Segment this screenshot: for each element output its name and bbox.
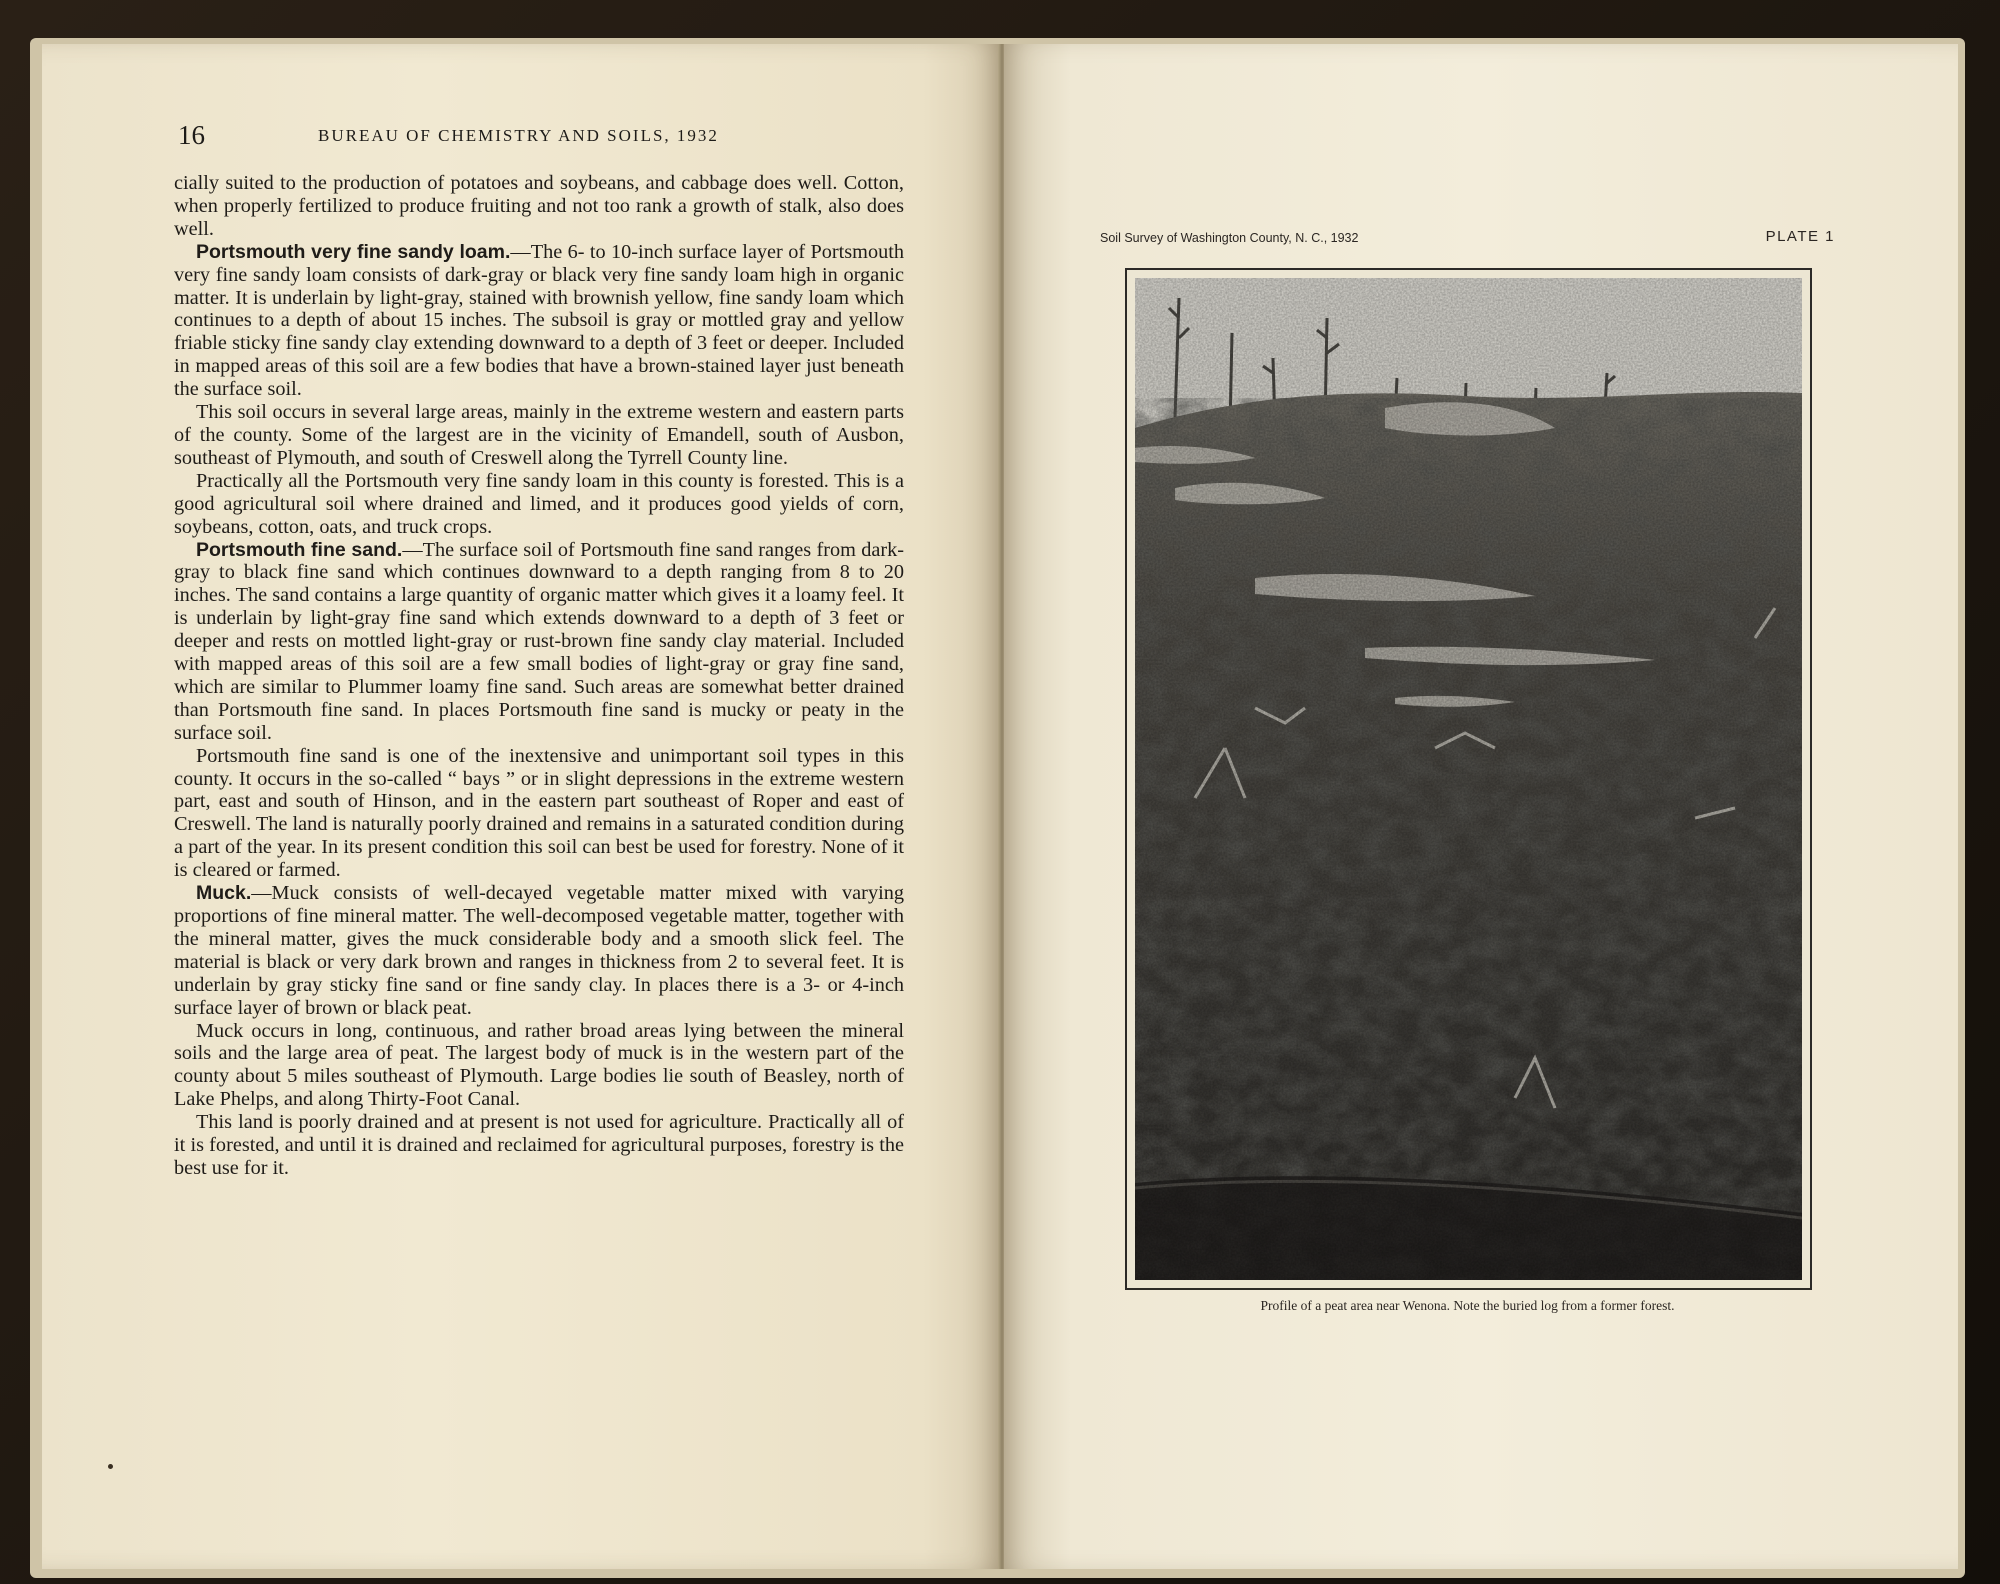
- plate-photo-frame: [1125, 268, 1812, 1290]
- photo-grain: [1135, 278, 1802, 1280]
- plate-header: [1100, 228, 1835, 250]
- paragraph: [174, 241, 904, 401]
- body-text: [174, 172, 904, 1180]
- paragraph-lead: Portsmouth very fine sandy loam.: [196, 240, 511, 263]
- plate-source: Soil Survey of Washington County, N. C., 1932: [1100, 231, 1359, 245]
- paragraph: [174, 401, 904, 470]
- running-head-title: BUREAU OF CHEMISTRY AND SOILS, 1932: [318, 126, 719, 145]
- paragraph: [174, 539, 904, 745]
- paragraph: [174, 1020, 904, 1112]
- paragraph-text: —The surface soil of Portsmouth fine sand ranges from dark-gray to black fine sand which continues downward to a depth ranging from 8 to 20 inches. The sand contains a large quantity of organic matter which gives it a loamy feel. It is underlain by light-gray fine sand which extends downward to a depth of 3 feet or deeper and rests on mottled light-gray or rust-brown fine sandy clay material. Included with mapped areas of this soil are a few small bodies of light-gray or gray fine sand, which are similar to Plummer loamy fine sand. Such areas are somewhat better drained than Portsmouth fine sand. In places Portsmouth fine sand is mucky or peaty in the surface soil.: [174, 538, 904, 744]
- paragraph-text: This land is poorly drained and at present is not used for agriculture. Practically all of it is forested, and until it is drained and reclaimed for agricultural purposes, forestry is the best use for it.: [174, 1111, 904, 1179]
- plate-caption: Profile of a peat area near Wenona. Note the buried log from a former forest.: [1260, 1298, 1675, 1313]
- paragraph: [174, 470, 904, 539]
- paragraph-text: Muck occurs in long, continuous, and rather broad areas lying between the mineral soils and the large area of peat. The largest body of muck is in the western part of the county about 5 miles southeast of Plymouth. Large bodies lie south of Beasley, north of Lake Phelps, and along Thirty-Foot Canal.: [174, 1019, 904, 1111]
- paragraph-text: —Muck consists of well-decayed vegetable matter mixed with varying proportions of fine mineral matter. The well-decomposed vegetable matter, together with the mineral matter, gives the muck considerable body and a smooth slick feel. The material is black or very dark brown and ranges in thickness from 2 to several feet. It is underlain by gray sticky fine sand or fine sandy clay. In places there is a 3- or 4-inch surface layer of brown or black peat.: [174, 882, 904, 1019]
- paragraph: [174, 745, 904, 882]
- plate-label: PLATE 1: [1765, 228, 1835, 245]
- paragraph-lead: Muck.: [196, 882, 252, 905]
- paragraph-lead: Portsmouth fine sand.: [196, 538, 403, 561]
- paragraph: [174, 1111, 904, 1180]
- paragraph: [174, 882, 904, 1019]
- running-head: [178, 120, 908, 150]
- paragraph-text: —The 6- to 10-inch surface layer of Portsmouth very fine sandy loam consists of dark-gray or black very fine sandy loam high in organic matter. It is underlain by light-gray, stained with brownish yellow, fine sandy loam which continues to a depth of about 15 inches. The subsoil is gray or mottled gray and yellow friable sticky fine sandy clay extending downward to a depth of 3 feet or deeper. Included in mapped areas of this soil are a few bodies that have a brown-stained layer just beneath the surface soil.: [174, 240, 904, 401]
- paragraph-text: Portsmouth fine sand is one of the inextensive and unimportant soil types in this county. It occurs in the so-called “ bays ” or in slight depressions in the extreme western part, east and south of Hinson, and in the eastern part southeast of Roper and east of Creswell. The land is naturally poorly drained and remains in a saturated condition during a part of the year. In its present condition this soil can best be used for forestry. None of it is cleared or farmed.: [174, 744, 904, 882]
- page-number: 16: [178, 120, 205, 150]
- peat-field-photo: [1135, 278, 1802, 1280]
- paragraph: [174, 172, 904, 241]
- paragraph-text: This soil occurs in several large areas, mainly in the extreme western and eastern parts of the county. Some of the largest are in the vicinity of Emandell, south of Ausbon, southeast of Plymouth, and south of Creswell along the Tyrrell County line.: [174, 401, 904, 469]
- ink-speck: [108, 1464, 113, 1469]
- paragraph-text: Practically all the Portsmouth very fine sandy loam in this county is forested. This is a good agricultural soil where drained and limed, and it produces good yields of corn, soybeans, cotton, oats, and truck crops.: [174, 469, 904, 538]
- paragraph-text: cially suited to the production of potatoes and soybeans, and cabbage does well. Cotton, when properly fertilized to produce fruiting and not too rank a growth of stalk, also does well.: [174, 172, 904, 240]
